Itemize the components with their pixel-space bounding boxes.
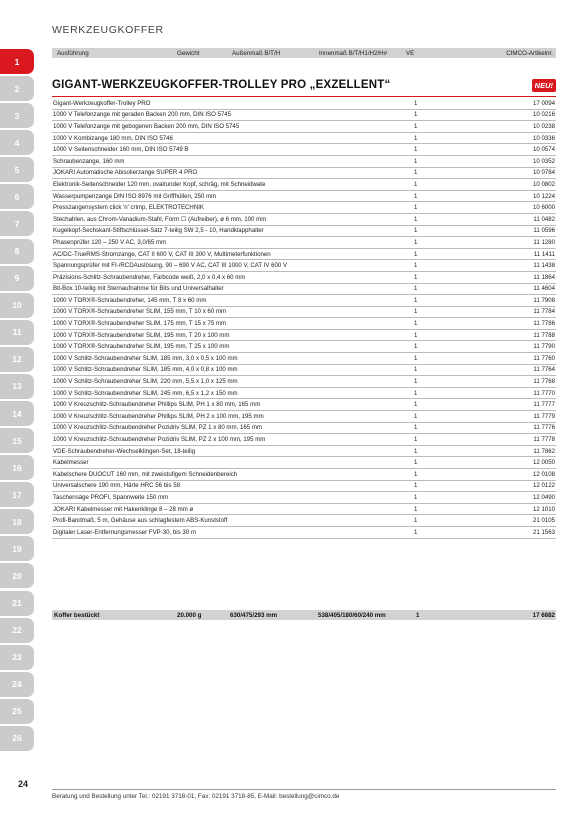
col-artikelnr: CIMCO-Artikelnr.: [506, 49, 553, 57]
item-description: Gigant-Werkzeugkoffer-Trolley PRO: [53, 99, 151, 107]
item-quantity: 1: [414, 285, 418, 293]
item-article-number: 11 7760: [533, 354, 555, 362]
item-article-number: 10 0336: [532, 134, 555, 142]
item-description: 1000 V Kreuzschlitz-Schraubendreher Phillips SLIM, PH 1 x 80 mm, 165 mm: [53, 401, 261, 409]
new-badge: NEU!: [532, 79, 556, 92]
table-row: [52, 121, 556, 133]
item-description: Wasserpumpenzange DIN ISO 8976 mit Griffhüllen, 250 mm: [53, 192, 217, 200]
item-quantity: 1: [414, 122, 418, 130]
item-article-number: 11 7862: [533, 447, 555, 455]
item-quantity: 1: [414, 378, 418, 386]
col-innenmass: Innenmaß B/T/H1/H2/H#: [319, 49, 388, 57]
item-description: 1000 V TORX®-Schraubendreher SLIM, 155 mm, T 10 x 60 mm: [53, 308, 227, 316]
item-article-number: 11 0596: [533, 227, 555, 235]
col-ausfuehrung: Ausführung: [57, 49, 89, 57]
table-row: [52, 376, 556, 388]
item-quantity: 1: [414, 308, 418, 316]
item-quantity: 1: [414, 401, 418, 409]
item-quantity: 1: [414, 528, 418, 536]
item-description: 1000 V TORX®-Schraubendreher SLIM, 195 mm, T 25 x 100 mm: [53, 343, 230, 351]
col-gewicht: Gewicht: [177, 49, 200, 57]
chapter-tab-6[interactable]: 6: [0, 184, 34, 209]
table-row: [52, 434, 556, 446]
item-description: Presszangensystem click 'n' crimp, ELEKTROTECHNIK: [53, 204, 204, 212]
item-article-number: 10 0574: [532, 146, 555, 154]
item-article-number: 12 0050: [532, 459, 555, 467]
item-quantity: 1: [414, 436, 418, 444]
item-description: Digitaler Laser-Entfernungsmesser FVP-30, bis 30 m: [53, 528, 196, 536]
table-row: [52, 318, 556, 330]
chapter-tab-25[interactable]: 25: [0, 699, 34, 724]
item-article-number: 10 0238: [532, 122, 555, 130]
item-article-number: 11 4604: [533, 285, 555, 293]
item-quantity: 1: [414, 343, 418, 351]
footer-divider: [52, 789, 556, 790]
chapter-tab-1[interactable]: 1: [0, 49, 34, 74]
table-row: [52, 353, 556, 365]
item-article-number: 11 7786: [533, 320, 555, 328]
chapter-tab-21[interactable]: 21: [0, 591, 34, 616]
table-row: [52, 156, 556, 168]
chapter-tab-5[interactable]: 5: [0, 157, 34, 182]
item-quantity: 1: [414, 134, 418, 142]
item-quantity: 1: [414, 204, 418, 212]
table-row: [52, 179, 556, 191]
table-row: [52, 98, 556, 110]
total-outer-size: 630/475/293 mm: [230, 611, 278, 619]
item-description: Kugelkopf-Sechskant-Stiftschlüssel-Satz 7-teilig SW 2,5 - 10, Handklapphalter: [53, 227, 264, 235]
item-article-number: 11 7776: [533, 424, 555, 432]
chapter-tab-12[interactable]: 12: [0, 347, 34, 372]
item-description: 1000 V Schlitz-Schraubendreher SLIM, 245 mm, 6,5 x 1,2 x 150 mm: [53, 389, 238, 397]
item-description: Präzisions-Schlitz-Schraubendreher, Farbcode weiß, 2,0 x 0,4 x 60 mm: [53, 273, 246, 281]
chapter-tab-3[interactable]: 3: [0, 103, 34, 128]
item-description: AC/DC-TrueRMS-Stromzange, CAT II 600 V, CAT III 300 V, Multimeterfunktionen: [53, 250, 271, 258]
item-quantity: 1: [414, 238, 418, 246]
item-quantity: 1: [414, 459, 418, 467]
table-row: [52, 272, 556, 284]
page-number: 24: [18, 779, 29, 789]
item-description: 1000 V Schlitz-Schraubendreher SLIM, 185 mm, 4,0 x 0,8 x 100 mm: [53, 366, 238, 374]
item-article-number: 10 1224: [532, 192, 555, 200]
chapter-tab-19[interactable]: 19: [0, 536, 34, 561]
item-article-number: 11 1411: [533, 250, 555, 258]
item-article-number: 10 0802: [532, 180, 555, 188]
item-description: Kabelmesser: [53, 459, 89, 467]
item-description: Universalschere 190 mm, Härte HRC 56 bis 58: [53, 482, 181, 490]
item-description: 1000 V TORX®-Schraubendreher, 145 mm, T 8 x 60 mm: [53, 296, 207, 304]
item-quantity: 1: [414, 262, 418, 270]
item-article-number: 10 0216: [532, 111, 555, 119]
table-row: [52, 481, 556, 493]
table-row: [52, 365, 556, 377]
chapter-tab-23[interactable]: 23: [0, 645, 34, 670]
chapter-tab-20[interactable]: 20: [0, 563, 34, 588]
item-description: VDE-Schraubendreher-Wechselklingen-Set, 18-teilig: [53, 447, 196, 455]
item-description: Elektronik-Seitenschneider 120 mm, ovalrunder Kopf, schräg, mit Schneidwate: [53, 180, 266, 188]
chapter-tab-10[interactable]: 10: [0, 293, 34, 318]
item-article-number: 11 1438: [533, 262, 555, 270]
total-row: [52, 610, 556, 620]
chapter-tab-14[interactable]: 14: [0, 401, 34, 426]
table-row: [52, 260, 556, 272]
item-quantity: 1: [414, 320, 418, 328]
chapter-tab-8[interactable]: 8: [0, 239, 34, 264]
item-quantity: 1: [414, 227, 418, 235]
table-row: [52, 237, 556, 249]
chapter-tab-16[interactable]: 16: [0, 455, 34, 480]
item-article-number: 11 7764: [533, 366, 555, 374]
item-description: Profi-Bandmaß, 5 m, Gehäuse aus schlagfestem ABS-Kunststoff: [53, 517, 228, 525]
item-quantity: 1: [414, 250, 418, 258]
table-row: [52, 214, 556, 226]
item-quantity: 1: [414, 505, 418, 513]
total-qty: 1: [416, 611, 420, 619]
table-row: [52, 307, 556, 319]
table-row: [52, 457, 556, 469]
item-description: Kabelschere DUOCUT 160 mm, mit zweistufigem Schneidenbereich: [53, 470, 238, 478]
chapter-tab-24[interactable]: 24: [0, 672, 34, 697]
item-quantity: 1: [414, 215, 418, 223]
footer-contact: Beratung und Bestellung unter Tel.: 02191 3718-01, Fax: 02191 3718-85, E-Mail: bestellung@cimco.de: [52, 793, 340, 800]
chapter-tab-22[interactable]: 22: [0, 618, 34, 643]
item-description: 1000 V Kreuzschlitz-Schraubendreher Pozidriv SLIM, PZ 2 x 100 mm, 195 mm: [53, 436, 266, 444]
table-row: [52, 295, 556, 307]
item-description: Phasenprüfer 120 – 250 V AC, 3,0/65 mm: [53, 238, 167, 246]
item-description: 1000 V Kreuzschlitz-Schraubendreher Phillips SLIM, PH 2 x 100 mm, 195 mm: [53, 412, 264, 420]
col-aussenmass: Außenmaß B/T/H: [232, 49, 281, 57]
item-article-number: 11 7778: [533, 436, 555, 444]
table-row: [52, 226, 556, 238]
item-description: Spannungsprüfer mit FI-/RCDAuslösung, 90 – 690 V AC, CAT III 1000 V, CAT IV 600 V: [53, 262, 288, 270]
item-quantity: 1: [414, 180, 418, 188]
item-description: 1000 V Telefonzange mit gebogenen Backen 200 mm, DIN ISO 5745: [53, 122, 240, 130]
table-row: [52, 492, 556, 504]
item-article-number: 12 0108: [532, 470, 555, 478]
item-quantity: 1: [414, 412, 418, 420]
item-description: 1000 V Seitenschneider 160 mm, DIN ISO 5749 B: [53, 146, 189, 154]
item-description: 1000 V TORX®-Schraubendreher SLIM, 175 mm, T 15 x 75 mm: [53, 320, 227, 328]
item-list: [52, 98, 556, 539]
item-quantity: 1: [414, 493, 418, 501]
table-row: [52, 168, 556, 180]
chapter-tab-13[interactable]: 13: [0, 374, 34, 399]
total-article-number: 17 6882: [532, 611, 555, 619]
table-row: [52, 191, 556, 203]
item-article-number: 11 7770: [533, 389, 555, 397]
item-article-number: 11 7777: [533, 401, 555, 409]
item-description: 1000 V Kreuzschlitz-Schraubendreher Pozidriv SLIM, PZ 1 x 80 mm, 165 mm: [53, 424, 262, 432]
item-quantity: 1: [414, 111, 418, 119]
item-quantity: 1: [414, 146, 418, 154]
item-article-number: 11 7790: [533, 343, 555, 351]
item-article-number: 11 7908: [533, 296, 555, 304]
chapter-tab-11[interactable]: 11: [0, 320, 34, 345]
table-row: [52, 249, 556, 261]
total-inner-size: 538/405/180/60/240 mm: [318, 611, 386, 619]
item-description: Stechahlen, aus Chrom-Vanadium-Stahl, Form ☐ (Aufreiber), ø 6 mm, 100 mm: [53, 215, 267, 223]
table-row: [52, 504, 556, 516]
item-article-number: 11 7788: [533, 331, 555, 339]
item-description: 1000 V Schlitz-Schraubendreher SLIM, 220 mm, 5,5 x 1,0 x 125 mm: [53, 378, 238, 386]
item-quantity: 1: [414, 296, 418, 304]
chapter-tab-18[interactable]: 18: [0, 509, 34, 534]
table-row: [52, 133, 556, 145]
chapter-tab-17[interactable]: 17: [0, 482, 34, 507]
table-row: [52, 144, 556, 156]
item-quantity: 1: [414, 447, 418, 455]
item-quantity: 1: [414, 99, 418, 107]
table-row: [52, 446, 556, 458]
item-article-number: 12 1010: [532, 505, 555, 513]
item-quantity: 1: [414, 354, 418, 362]
item-description: 1000 V Telefonzange mit geraden Backen 200 mm, DIN ISO 5745: [53, 111, 232, 119]
item-article-number: 17 0094: [532, 99, 555, 107]
item-description: 1000 V Schlitz-Schraubendreher SLIM, 185 mm, 3,0 x 0,5 x 100 mm: [53, 354, 238, 362]
item-article-number: 21 1563: [532, 528, 555, 536]
item-quantity: 1: [414, 192, 418, 200]
chapter-tab-4[interactable]: 4: [0, 130, 34, 155]
item-article-number: 12 0490: [532, 493, 555, 501]
item-article-number: 11 7779: [533, 412, 555, 420]
total-weight: 20.000 g: [177, 611, 202, 619]
table-row: [52, 423, 556, 435]
table-row: [52, 284, 556, 296]
item-description: Bit-Box 10-teilig mit Sternaufnahme für Bits und Universalhalter: [53, 285, 224, 293]
item-quantity: 1: [414, 169, 418, 177]
section-title: WERKZEUGKOFFER: [52, 24, 164, 36]
total-label: Koffer bestückt: [54, 611, 100, 619]
item-description: 1000 V Kombizange 180 mm, DIN ISO 5746: [53, 134, 173, 142]
chapter-tab-7[interactable]: 7: [0, 211, 34, 236]
table-row: [52, 388, 556, 400]
product-title: GIGANT-WERKZEUGKOFFER-TROLLEY PRO „EXZELLENT“: [52, 79, 391, 91]
item-article-number: 10 0784: [532, 169, 555, 177]
item-article-number: 12 0122: [532, 482, 555, 490]
item-description: JOKARI Kabelmesser mit Hakenklinge 8 – 28 mm ø: [53, 505, 194, 513]
item-quantity: 1: [414, 517, 418, 525]
product-divider: [52, 96, 556, 97]
chapter-tab-26[interactable]: 26: [0, 726, 34, 751]
item-article-number: 11 1280: [533, 238, 555, 246]
table-row: [52, 411, 556, 423]
item-description: Schraubenzange, 160 mm: [53, 157, 125, 165]
item-quantity: 1: [414, 482, 418, 490]
product-heading: [52, 76, 556, 94]
chapter-tabs: [0, 49, 34, 753]
chapter-tab-2[interactable]: 2: [0, 76, 34, 101]
item-quantity: 1: [414, 389, 418, 397]
item-article-number: 11 1864: [533, 273, 555, 281]
item-description: JOKARI Automatische Abisolierzange SUPER 4 PRO: [53, 169, 198, 177]
table-row: [52, 527, 556, 539]
item-article-number: 11 0482: [533, 215, 555, 223]
item-article-number: 11 7784: [533, 308, 555, 316]
item-article-number: 10 0352: [532, 157, 555, 165]
chapter-tab-15[interactable]: 15: [0, 428, 34, 453]
table-row: [52, 202, 556, 214]
item-quantity: 1: [414, 424, 418, 432]
item-quantity: 1: [414, 331, 418, 339]
table-row: [52, 469, 556, 481]
table-row: [52, 110, 556, 122]
item-article-number: 21 0105: [532, 517, 555, 525]
item-article-number: 11 7768: [533, 378, 555, 386]
item-quantity: 1: [414, 470, 418, 478]
table-row: [52, 515, 556, 527]
item-article-number: 10 6000: [532, 204, 555, 212]
table-row: [52, 341, 556, 353]
item-quantity: 1: [414, 366, 418, 374]
table-row: [52, 399, 556, 411]
item-quantity: 1: [414, 157, 418, 165]
col-ve: VE: [406, 49, 415, 57]
table-header: [52, 48, 556, 58]
table-row: [52, 330, 556, 342]
item-quantity: 1: [414, 273, 418, 281]
chapter-tab-9[interactable]: 9: [0, 266, 34, 291]
item-description: Taschensäge PROFI, Spannweite 150 mm: [53, 493, 169, 501]
item-description: 1000 V TORX®-Schraubendreher SLIM, 195 mm, T 20 x 100 mm: [53, 331, 230, 339]
